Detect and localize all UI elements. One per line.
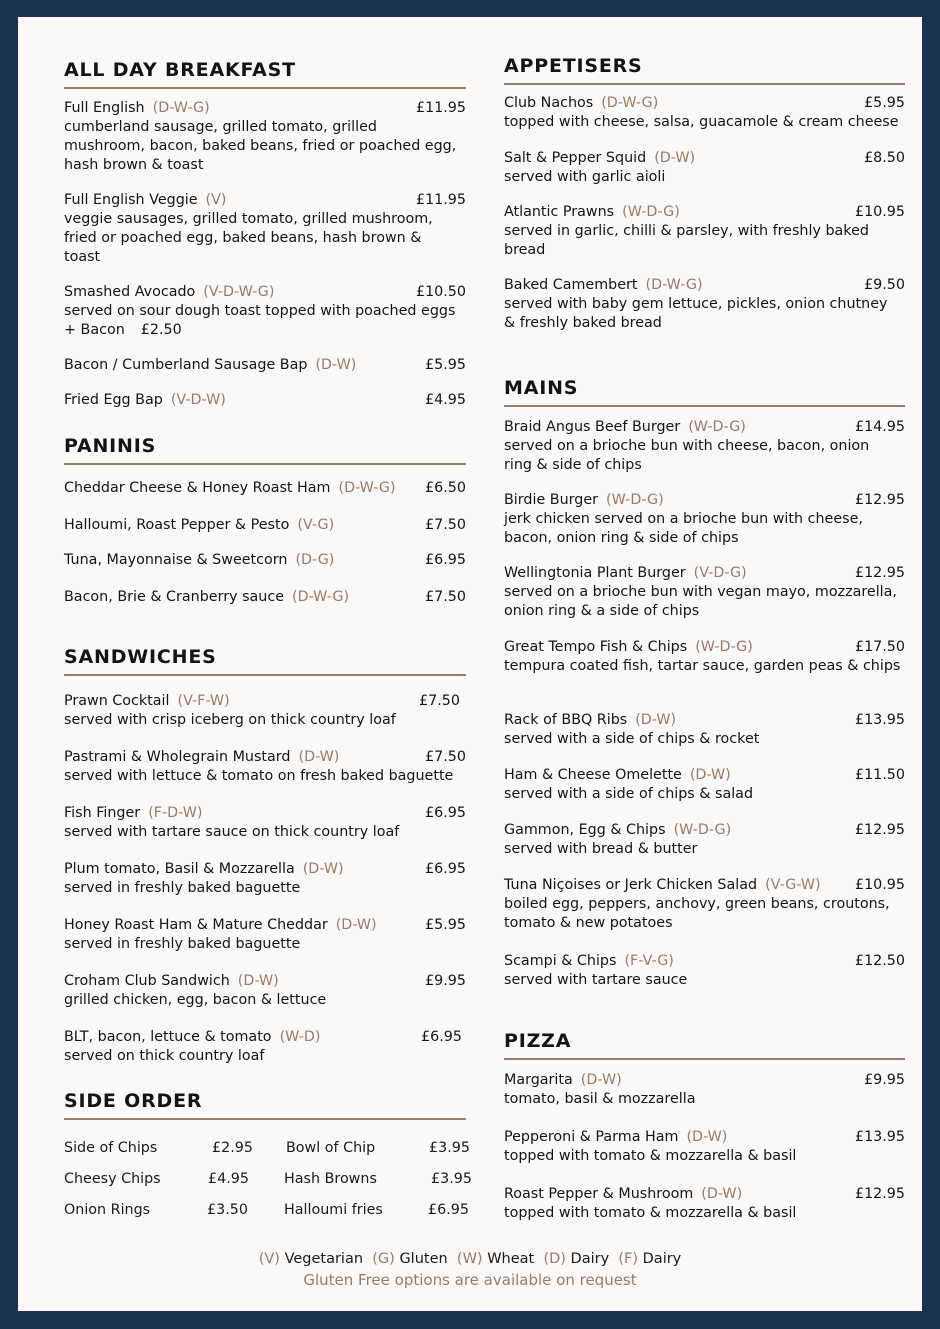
item-price: £6.95 bbox=[425, 805, 466, 821]
item-price: £8.50 bbox=[864, 150, 905, 166]
item-price: £13.95 bbox=[854, 712, 905, 728]
breakfast-title: ALL DAY BREAKFAST bbox=[64, 59, 466, 89]
menu-item: Plum tomato, Basil & Mozzarella (D-W) £6.95 served in freshly baked baguette bbox=[64, 861, 466, 896]
extra-option: + Bacon bbox=[64, 322, 125, 338]
item-price: £6.95 bbox=[425, 552, 466, 568]
item-price: £13.95 bbox=[854, 1129, 905, 1145]
item-price: £12.95 bbox=[854, 1186, 905, 1202]
menu-item: Full English (D-W-G) £11.95 cumberland sausage, grilled tomato, grilled mushroom, bacon, baked beans, fried or poached egg, hash brown & toast bbox=[64, 100, 466, 173]
menu-item: Pepperoni & Parma Ham (D-W) £13.95 topped with tomato & mozzarella & basil bbox=[504, 1129, 905, 1164]
item-price: £12.95 bbox=[854, 565, 905, 581]
menu-item: Birdie Burger (W-D-G) £12.95 jerk chicken served on a brioche bun with cheese, bacon, onion ring & side of chips bbox=[504, 492, 905, 546]
pizza-title: PIZZA bbox=[504, 1030, 905, 1060]
item-price: £7.50 bbox=[425, 749, 466, 765]
mains-section bbox=[504, 377, 905, 990]
menu-item: Fried Egg Bap (V-D-W) £4.95 bbox=[64, 392, 466, 408]
mains-title: MAINS bbox=[504, 377, 905, 407]
side-row: Side of Chips £2.95 Bowl of Chip £3.95 bbox=[64, 1140, 470, 1156]
menu-item: Salt & Pepper Squid (D-W) £8.50 served with garlic aioli bbox=[504, 150, 905, 185]
menu-item: Cheddar Cheese & Honey Roast Ham (D-W-G) £6.50 bbox=[64, 480, 466, 496]
menu-item: Wellingtonia Plant Burger (V-D-G) £12.95 served on a brioche bun with vegan mayo, mozzarella, onion ring & a side of chips bbox=[504, 565, 905, 619]
appetisers-section bbox=[504, 55, 905, 333]
menu-item: Scampi & Chips (F-V-G) £12.50 served with tartare sauce bbox=[504, 953, 905, 988]
item-price: £4.95 bbox=[425, 392, 466, 408]
menu-item: Croham Club Sandwich (D-W) £9.95 grilled chicken, egg, bacon & lettuce bbox=[64, 973, 466, 1008]
side-order-title: SIDE ORDER bbox=[64, 1090, 466, 1120]
legend-codes: (V) Vegetarian (G) Gluten (W) Wheat (D) Dairy (F) Dairy bbox=[258, 1251, 682, 1267]
item-price: £5.95 bbox=[425, 917, 466, 933]
menu-item: Honey Roast Ham & Mature Cheddar (D-W) £5.95 served in freshly baked baguette bbox=[64, 917, 466, 952]
menu-item: Smashed Avocado (V-D-W-G) £10.50 served on sour dough toast topped with poached eggs + Bacon £2.50 bbox=[64, 284, 466, 338]
side-row: Onion Rings £3.50 Halloumi fries £6.95 bbox=[64, 1202, 469, 1218]
item-price: £11.95 bbox=[415, 100, 466, 116]
extra-price: £2.50 bbox=[140, 322, 182, 338]
menu-item: Atlantic Prawns (W-D-G) £10.95 served in garlic, chilli & parsley, with freshly baked bread bbox=[504, 204, 905, 258]
item-price: £7.50 bbox=[425, 589, 466, 605]
menu-page bbox=[18, 17, 922, 1311]
menu-item: BLT, bacon, lettuce & tomato (W-D) £6.95 served on thick country loaf bbox=[64, 1029, 462, 1064]
menu-item: Pastrami & Wholegrain Mustard (D-W) £7.50 served with lettuce & tomato on fresh baked baguette bbox=[64, 749, 466, 784]
pizza-section bbox=[504, 1030, 905, 1223]
item-price: £12.95 bbox=[854, 492, 905, 508]
menu-item: Fish Finger (F-D-W) £6.95 served with tartare sauce on thick country loaf bbox=[64, 805, 466, 840]
item-price: £5.95 bbox=[864, 95, 905, 111]
item-price: £11.50 bbox=[854, 767, 905, 783]
item-price: £10.95 bbox=[854, 204, 905, 220]
sandwiches-title: SANDWICHES bbox=[64, 646, 466, 676]
item-price: £5.95 bbox=[425, 357, 466, 373]
item-price: £7.50 bbox=[419, 693, 460, 709]
item-price: £7.50 bbox=[425, 517, 466, 533]
menu-item: Gammon, Egg & Chips (W-D-G) £12.95 served with bread & butter bbox=[504, 822, 905, 857]
allergen-legend bbox=[18, 1249, 922, 1291]
menu-item: Braid Angus Beef Burger (W-D-G) £14.95 served on a brioche bun with cheese, bacon, onion ring & side of chips bbox=[504, 419, 905, 473]
item-price: £17.50 bbox=[854, 639, 905, 655]
breakfast-section bbox=[64, 59, 466, 410]
side-order-section bbox=[64, 1090, 472, 1233]
item-price: £12.95 bbox=[854, 822, 905, 838]
menu-item: Halloumi, Roast Pepper & Pesto (V-G) £7.50 bbox=[64, 517, 466, 533]
item-price: £14.95 bbox=[854, 419, 905, 435]
sandwiches-section bbox=[64, 646, 466, 1066]
item-price: £12.50 bbox=[854, 953, 905, 969]
item-price: £6.95 bbox=[421, 1029, 462, 1045]
item-price: £9.50 bbox=[864, 277, 905, 293]
menu-item: Full English Veggie (V) £11.95 veggie sausages, grilled tomato, grilled mushroom, fried or poached egg, baked beans, hash brown & toast bbox=[64, 192, 466, 265]
menu-item: Roast Pepper & Mushroom (D-W) £12.95 topped with tomato & mozzarella & basil bbox=[504, 1186, 905, 1221]
menu-item: Rack of BBQ Ribs (D-W) £13.95 served with a side of chips & rocket bbox=[504, 712, 905, 747]
appetisers-title: APPETISERS bbox=[504, 55, 905, 85]
item-price: £11.95 bbox=[415, 192, 466, 208]
gluten-free-note: Gluten Free options are available on request bbox=[303, 1271, 637, 1289]
menu-item: Tuna, Mayonnaise & Sweetcorn (D-G) £6.95 bbox=[64, 552, 466, 568]
menu-item: Ham & Cheese Omelette (D-W) £11.50 served with a side of chips & salad bbox=[504, 767, 905, 802]
item-price: £9.95 bbox=[425, 973, 466, 989]
menu-item: Great Tempo Fish & Chips (W-D-G) £17.50 tempura coated fish, tartar sauce, garden peas & chips bbox=[504, 639, 905, 674]
menu-item: Bacon, Brie & Cranberry sauce (D-W-G) £7.50 bbox=[64, 589, 466, 605]
item-price: £10.50 bbox=[415, 284, 466, 300]
menu-item: Margarita (D-W) £9.95 tomato, basil & mozzarella bbox=[504, 1072, 905, 1107]
menu-item: Baked Camembert (D-W-G) £9.50 served with baby gem lettuce, pickles, onion chutney & freshly baked bread bbox=[504, 277, 905, 331]
item-price: £6.50 bbox=[425, 480, 466, 496]
item-price: £10.95 bbox=[854, 877, 905, 893]
menu-item: Bacon / Cumberland Sausage Bap (D-W) £5.95 bbox=[64, 357, 466, 373]
paninis-title: PANINIS bbox=[64, 435, 466, 465]
item-price: £9.95 bbox=[864, 1072, 905, 1088]
menu-item: Club Nachos (D-W-G) £5.95 topped with cheese, salsa, guacamole & cream cheese bbox=[504, 95, 905, 130]
paninis-section bbox=[64, 435, 466, 607]
side-row: Cheesy Chips £4.95 Hash Browns £3.95 bbox=[64, 1171, 472, 1187]
menu-item: Tuna Niçoises or Jerk Chicken Salad (V-G-W) £10.95 boiled egg, peppers, anchovy, green beans, croutons, tomato & new potatoes bbox=[504, 877, 905, 931]
item-price: £6.95 bbox=[425, 861, 466, 877]
menu-item: Prawn Cocktail (V-F-W) £7.50 served with crisp iceberg on thick country loaf bbox=[64, 693, 460, 728]
